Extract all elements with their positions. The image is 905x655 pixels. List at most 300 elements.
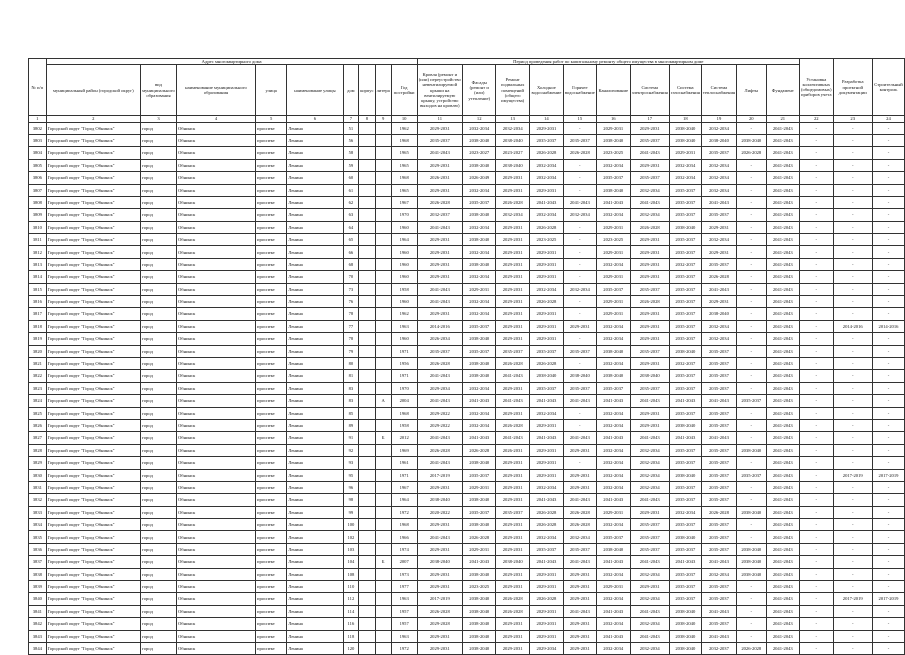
table-cell: - xyxy=(833,345,872,357)
table-cell: - xyxy=(563,246,596,258)
table-cell: проспект xyxy=(256,494,287,506)
table-cell: - xyxy=(737,581,767,593)
table-cell: 3821 xyxy=(29,357,47,369)
table-cell: 2041-2043 xyxy=(766,147,799,159)
table-cell xyxy=(359,556,375,568)
table-cell: 2029-2031 xyxy=(563,320,596,332)
table-cell xyxy=(359,370,375,382)
table-row xyxy=(29,593,905,605)
table-cell: - xyxy=(872,271,904,283)
table-cell: проспект xyxy=(256,246,287,258)
table-cell: Обнинск xyxy=(176,172,255,184)
table-cell: 2038-2040 xyxy=(737,556,767,568)
table-cell: 2035-2037 xyxy=(669,196,701,208)
table-cell: Обнинск xyxy=(176,419,255,431)
table-cell: Городской округ "Город Обнинск" xyxy=(46,581,140,593)
table-cell: 2032-2034 xyxy=(529,283,563,295)
table-cell: 56 xyxy=(343,134,359,146)
table-cell: 2041-2043 xyxy=(417,283,462,295)
table-cell: 63 xyxy=(343,209,359,221)
table-cell: Городской округ "Город Обнинск" xyxy=(46,531,140,543)
table-cell: Городской округ "Город Обнинск" xyxy=(46,519,140,531)
table-cell: 2035-2037 xyxy=(463,196,496,208)
table-cell: проспект xyxy=(256,122,287,134)
table-cell: 2041-2043 xyxy=(766,246,799,258)
table-body xyxy=(29,122,905,655)
column-number: 3 xyxy=(140,116,176,122)
table-cell: 2041-2043 xyxy=(563,432,596,444)
table-cell: - xyxy=(737,382,767,394)
column-number: 23 xyxy=(833,116,872,122)
table-cell: - xyxy=(872,556,904,568)
table-cell: 2038-2040 xyxy=(701,134,736,146)
table-cell: - xyxy=(872,234,904,246)
table-cell: - xyxy=(833,481,872,493)
table-cell: Обнинск xyxy=(176,147,255,159)
table-cell: 3815 xyxy=(29,283,47,295)
table-cell: - xyxy=(800,457,834,469)
table-cell: 2041-2043 xyxy=(766,296,799,308)
table-cell: - xyxy=(872,184,904,196)
table-cell: 3837 xyxy=(29,556,47,568)
table-cell: 2007 xyxy=(391,556,417,568)
table-cell: 3805 xyxy=(29,159,47,171)
table-cell: - xyxy=(833,147,872,159)
table-cell: 2029-2031 xyxy=(417,308,462,320)
table-row xyxy=(29,122,905,134)
table-cell: 2041-2043 xyxy=(630,432,669,444)
table-cell: Обнинск xyxy=(176,457,255,469)
table-cell: проспект xyxy=(256,196,287,208)
table-cell xyxy=(359,308,375,320)
table-cell xyxy=(375,258,391,270)
table-cell: Ленина xyxy=(287,407,343,419)
table-cell: - xyxy=(737,159,767,171)
table-cell: 2029-2031 xyxy=(563,444,596,456)
table-cell: - xyxy=(563,271,596,283)
table-cell xyxy=(359,618,375,630)
table-cell: город xyxy=(140,258,176,270)
table-cell: 2029-2031 xyxy=(563,593,596,605)
table-cell xyxy=(359,481,375,493)
table-cell: - xyxy=(737,519,767,531)
table-cell: 2038-2040 xyxy=(669,618,701,630)
column-header: Система электроснабжения xyxy=(630,65,669,116)
table-cell: - xyxy=(833,333,872,345)
table-cell: 2035-2037 xyxy=(737,395,767,407)
table-cell: Обнинск xyxy=(176,382,255,394)
table-cell: - xyxy=(737,432,767,444)
table-cell: 2026-2028 xyxy=(496,196,530,208)
table-cell: - xyxy=(872,370,904,382)
table-cell: - xyxy=(800,147,834,159)
table-cell: 61 xyxy=(343,184,359,196)
table-cell: 2038-2040 xyxy=(463,519,496,531)
table-cell: 2029-2031 xyxy=(496,568,530,580)
table-cell: 99 xyxy=(343,506,359,518)
table-cell: Ленина xyxy=(287,568,343,580)
table-cell xyxy=(359,320,375,332)
table-cell: 93 xyxy=(343,457,359,469)
table-cell: 2026-2028 xyxy=(417,444,462,456)
table-cell: 2029-2031 xyxy=(496,296,530,308)
table-cell: Б xyxy=(375,432,391,444)
table-cell: 2032-2034 xyxy=(630,593,669,605)
table-cell: 83 xyxy=(343,382,359,394)
table-cell xyxy=(375,147,391,159)
table-cell: - xyxy=(563,419,596,431)
table-cell: 2023-2025 xyxy=(463,581,496,593)
table-cell: город xyxy=(140,172,176,184)
table-cell: - xyxy=(563,258,596,270)
table-cell: - xyxy=(563,122,596,134)
table-cell: 1977 xyxy=(391,581,417,593)
table-row xyxy=(29,469,905,481)
table-cell: 3814 xyxy=(29,271,47,283)
table-cell: 2035-2037 xyxy=(669,407,701,419)
table-cell: 2023-2025 xyxy=(596,234,630,246)
table-cell: 2041-2043 xyxy=(463,432,496,444)
table-cell: Городской округ "Город Обнинск" xyxy=(46,134,140,146)
table-row xyxy=(29,605,905,617)
table-cell: 2041-2043 xyxy=(766,642,799,654)
table-cell: город xyxy=(140,221,176,233)
table-cell: 3819 xyxy=(29,333,47,345)
table-cell xyxy=(375,134,391,146)
column-number: 5 xyxy=(256,116,287,122)
table-cell: 2029-2031 xyxy=(496,630,530,642)
column-number: 6 xyxy=(287,116,343,122)
table-cell: город xyxy=(140,345,176,357)
table-cell: - xyxy=(833,618,872,630)
table-cell: - xyxy=(833,630,872,642)
table-cell: - xyxy=(563,308,596,320)
table-cell: Обнинск xyxy=(176,593,255,605)
table-cell: - xyxy=(833,271,872,283)
table-cell: 2041-2043 xyxy=(766,481,799,493)
table-cell: - xyxy=(833,605,872,617)
table-cell: Городской округ "Город Обнинск" xyxy=(46,370,140,382)
table-cell: Ленина xyxy=(287,345,343,357)
table-cell: 2029-2031 xyxy=(529,333,563,345)
table-cell: - xyxy=(800,159,834,171)
table-cell: 3836 xyxy=(29,543,47,555)
table-cell: город xyxy=(140,357,176,369)
table-cell: 2032-2034 xyxy=(496,209,530,221)
table-cell: - xyxy=(872,481,904,493)
table-cell: 2032-2034 xyxy=(463,122,496,134)
table-cell: город xyxy=(140,531,176,543)
table-cell: 1968 xyxy=(391,172,417,184)
table-cell: - xyxy=(833,221,872,233)
table-cell: - xyxy=(800,333,834,345)
table-cell: 2026-2028 xyxy=(529,357,563,369)
table-cell: 1965 xyxy=(391,147,417,159)
table-cell: 2038-2040 xyxy=(737,134,767,146)
table-cell: 2035-2037 xyxy=(669,320,701,332)
table-cell: город xyxy=(140,543,176,555)
column-number: 15 xyxy=(563,116,596,122)
table-cell: проспект xyxy=(256,481,287,493)
table-cell: 2029-2031 xyxy=(630,357,669,369)
table-cell: - xyxy=(833,568,872,580)
table-row xyxy=(29,568,905,580)
table-cell: 58 xyxy=(343,147,359,159)
table-cell: 2041-2043 xyxy=(766,357,799,369)
table-cell: 3844 xyxy=(29,642,47,654)
table-cell: - xyxy=(833,134,872,146)
column-number: 21 xyxy=(766,116,799,122)
table-cell: 2032-2034 xyxy=(596,444,630,456)
table-cell: 2041-2043 xyxy=(417,370,462,382)
table-cell xyxy=(359,605,375,617)
table-cell: 2041-2043 xyxy=(630,147,669,159)
table-cell: - xyxy=(833,432,872,444)
table-cell: 2032-2034 xyxy=(596,593,630,605)
table-cell: 2038-2040 xyxy=(463,134,496,146)
table-cell: 2032-2034 xyxy=(701,320,736,332)
table-cell xyxy=(375,581,391,593)
column-number: 10 xyxy=(391,116,417,122)
table-cell: - xyxy=(563,357,596,369)
table-cell: 2029-2031 xyxy=(496,618,530,630)
table-row xyxy=(29,283,905,295)
table-cell: - xyxy=(872,605,904,617)
table-cell: Городской округ "Город Обнинск" xyxy=(46,221,140,233)
table-cell: 2035-2037 xyxy=(669,209,701,221)
table-cell: 2035-2037 xyxy=(596,531,630,543)
table-cell: Ленина xyxy=(287,581,343,593)
table-cell xyxy=(359,494,375,506)
table-cell: 2041-2043 xyxy=(701,630,736,642)
table-row xyxy=(29,556,905,568)
table-cell: Ленина xyxy=(287,543,343,555)
table-cell: 1958 xyxy=(391,283,417,295)
table-cell: город xyxy=(140,568,176,580)
table-cell: Ленина xyxy=(287,221,343,233)
table-cell: 91 xyxy=(343,432,359,444)
table-cell: город xyxy=(140,333,176,345)
table-cell: 2029-2031 xyxy=(596,506,630,518)
table-cell: город xyxy=(140,271,176,283)
table-cell: 2029-2031 xyxy=(630,320,669,332)
table-cell: 2029-2031 xyxy=(563,618,596,630)
table-cell: - xyxy=(800,234,834,246)
table-cell: - xyxy=(800,258,834,270)
table-cell: город xyxy=(140,593,176,605)
table-cell: 2038-2040 xyxy=(496,159,530,171)
table-cell xyxy=(375,506,391,518)
table-cell: 2029-2031 xyxy=(496,258,530,270)
table-cell: Городской округ "Город Обнинск" xyxy=(46,444,140,456)
table-cell: 1958 xyxy=(391,419,417,431)
table-cell: 3807 xyxy=(29,184,47,196)
table-cell: - xyxy=(833,246,872,258)
table-cell xyxy=(359,506,375,518)
table-cell: 2035-2037 xyxy=(701,469,736,481)
table-cell: 3803 xyxy=(29,134,47,146)
table-cell: 2032-2034 xyxy=(463,419,496,431)
table-cell: 2017-2019 xyxy=(833,469,872,481)
table-cell: 3843 xyxy=(29,630,47,642)
table-cell: 2029-2031 xyxy=(496,457,530,469)
table-cell: Ленина xyxy=(287,209,343,221)
table-cell: - xyxy=(563,457,596,469)
table-row xyxy=(29,382,905,394)
table-cell: 2041-2043 xyxy=(596,630,630,642)
table-cell: город xyxy=(140,147,176,159)
table-cell: 51 xyxy=(343,122,359,134)
table-cell: 2041-2043 xyxy=(496,432,530,444)
table-cell: 78 xyxy=(343,333,359,345)
table-cell: 2032-2034 xyxy=(563,283,596,295)
table-cell: 3822 xyxy=(29,370,47,382)
table-cell: 2041-2043 xyxy=(563,605,596,617)
table-cell: Ленина xyxy=(287,308,343,320)
table-cell: 2029-2031 xyxy=(596,271,630,283)
table-row xyxy=(29,296,905,308)
table-cell: - xyxy=(872,630,904,642)
table-cell: Городской округ "Город Обнинск" xyxy=(46,308,140,320)
table-cell: 2026-2028 xyxy=(529,221,563,233)
table-cell: 2041-2043 xyxy=(529,395,563,407)
table-cell: 2032-2034 xyxy=(596,457,630,469)
table-cell: город xyxy=(140,159,176,171)
table-cell: 2035-2037 xyxy=(596,283,630,295)
table-cell: 2029-2022 xyxy=(417,407,462,419)
table-cell: 2029-2031 xyxy=(529,308,563,320)
table-cell: - xyxy=(833,543,872,555)
table-cell: - xyxy=(737,234,767,246)
period-group-header: Период проведения работ по капитальному ремонту общего имущества в многоквартирном доме xyxy=(417,59,799,65)
column-header: Лифты xyxy=(737,65,767,116)
table-cell: - xyxy=(872,209,904,221)
column-header-row xyxy=(29,65,905,116)
table-cell: проспект xyxy=(256,581,287,593)
table-cell: 2038-2040 xyxy=(669,345,701,357)
table-row xyxy=(29,543,905,555)
table-cell: 2032-2034 xyxy=(596,618,630,630)
table-cell: 3818 xyxy=(29,320,47,332)
table-cell: Городской округ "Город Обнинск" xyxy=(46,556,140,568)
table-cell: - xyxy=(737,481,767,493)
table-cell: 2041-2043 xyxy=(701,605,736,617)
table-cell: 2038-2040 xyxy=(463,630,496,642)
table-cell: - xyxy=(800,134,834,146)
table-cell: 1971 xyxy=(391,345,417,357)
table-row xyxy=(29,407,905,419)
table-cell: 2038-2040 xyxy=(463,457,496,469)
table-cell: - xyxy=(872,382,904,394)
table-cell: 1960 xyxy=(391,296,417,308)
table-cell: 3806 xyxy=(29,172,47,184)
table-cell: 2038-2040 xyxy=(669,469,701,481)
table-cell: 2041-2043 xyxy=(766,382,799,394)
table-cell: город xyxy=(140,296,176,308)
table-cell: 2032-2034 xyxy=(596,357,630,369)
table-cell: проспект xyxy=(256,618,287,630)
table-cell: 2038-2040 xyxy=(463,494,496,506)
table-cell xyxy=(359,593,375,605)
table-cell: - xyxy=(872,159,904,171)
table-cell: проспект xyxy=(256,172,287,184)
table-cell: 2032-2034 xyxy=(630,469,669,481)
table-cell: Обнинск xyxy=(176,246,255,258)
table-cell: 2038-2040 xyxy=(669,221,701,233)
table-cell: 103 xyxy=(343,543,359,555)
table-cell: 2035-2037 xyxy=(529,134,563,146)
column-header: Фундамент xyxy=(766,65,799,116)
table-cell: 2035-2037 xyxy=(701,209,736,221)
table-cell: 2026-2034 xyxy=(417,333,462,345)
table-cell: 2032-2034 xyxy=(529,531,563,543)
table-cell: - xyxy=(737,419,767,431)
table-cell: 2041-2043 xyxy=(529,494,563,506)
table-cell: Обнинск xyxy=(176,196,255,208)
table-cell: 2032-2034 xyxy=(463,271,496,283)
table-cell: город xyxy=(140,469,176,481)
table-cell: Ленина xyxy=(287,506,343,518)
table-cell: проспект xyxy=(256,469,287,481)
table-cell xyxy=(359,234,375,246)
table-cell: 2026-2028 xyxy=(463,444,496,456)
table-cell: 2041-2043 xyxy=(766,581,799,593)
table-cell: 2041-2043 xyxy=(701,196,736,208)
table-cell: 116 xyxy=(343,618,359,630)
table-cell: 2041-2043 xyxy=(766,444,799,456)
table-cell: Обнинск xyxy=(176,258,255,270)
column-header: литера xyxy=(375,65,391,116)
table-cell: 2032-2034 xyxy=(463,308,496,320)
table-cell: - xyxy=(872,457,904,469)
table-cell: город xyxy=(140,234,176,246)
table-cell: 2041-2043 xyxy=(766,469,799,481)
table-cell: 2038-2040 xyxy=(596,134,630,146)
table-cell: - xyxy=(737,258,767,270)
table-cell: 1963 xyxy=(391,593,417,605)
table-cell: - xyxy=(737,407,767,419)
table-cell: - xyxy=(737,184,767,196)
table-cell: Городской округ "Город Обнинск" xyxy=(46,457,140,469)
table-cell: 2029-2022 xyxy=(417,419,462,431)
table-cell: проспект xyxy=(256,630,287,642)
table-cell: - xyxy=(833,642,872,654)
table-cell: 2026-2028 xyxy=(563,506,596,518)
table-cell: 3813 xyxy=(29,258,47,270)
table-cell: 2032-2034 xyxy=(596,568,630,580)
table-cell: 2032-2034 xyxy=(529,407,563,419)
table-cell: Обнинск xyxy=(176,531,255,543)
table-cell: город xyxy=(140,209,176,221)
table-cell: - xyxy=(872,444,904,456)
table-cell: Ленина xyxy=(287,395,343,407)
table-cell: - xyxy=(737,333,767,345)
table-cell: 2029-2031 xyxy=(596,581,630,593)
table-cell: 2032-2034 xyxy=(529,481,563,493)
table-cell: 2026-2028 xyxy=(529,593,563,605)
table-row xyxy=(29,457,905,469)
table-cell: 2041-2043 xyxy=(630,494,669,506)
table-cell: - xyxy=(872,246,904,258)
table-cell xyxy=(359,196,375,208)
table-cell: 2041-2043 xyxy=(766,333,799,345)
table-cell: 2035-2037 xyxy=(563,382,596,394)
table-cell: 2038-2040 xyxy=(669,642,701,654)
table-cell: Городской округ "Город Обнинск" xyxy=(46,605,140,617)
table-cell: 2038-2040 xyxy=(737,568,767,580)
table-row xyxy=(29,246,905,258)
table-cell: - xyxy=(800,407,834,419)
